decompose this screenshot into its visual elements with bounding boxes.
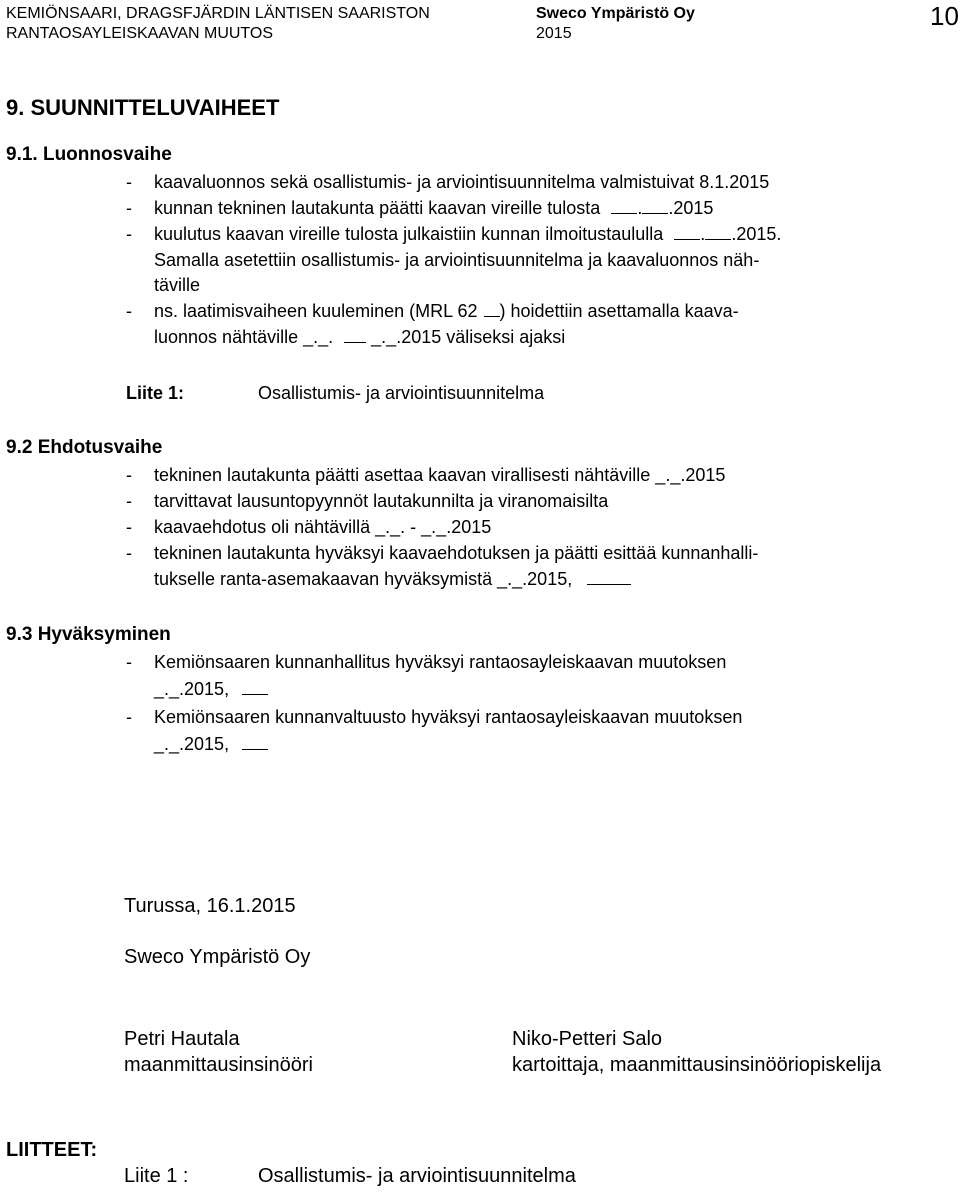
blank-field bbox=[242, 733, 268, 750]
subsection-title-9-2: 9.2 Ehdotusvaihe bbox=[6, 437, 163, 458]
blank-field bbox=[587, 568, 631, 585]
header-company: Sweco Ympäristö Oy bbox=[536, 5, 695, 22]
list-item: - Kemiönsaaren kunnanhallitus hyväksyi rantaosayleiskaavan muutoksen bbox=[126, 652, 727, 672]
header-year: 2015 bbox=[536, 25, 572, 42]
blank-field bbox=[484, 300, 500, 317]
list-9-2 bbox=[6, 464, 954, 594]
blank-field bbox=[705, 223, 731, 240]
list-9-3 bbox=[6, 651, 954, 761]
blank-field bbox=[642, 197, 668, 214]
list-item: - kunnan tekninen lautakunta päätti kaavan vireille tulosta . .2015 bbox=[126, 198, 714, 218]
list-item: - tekninen lautakunta hyväksyi kaavaehdotuksen ja päätti esittää kunnanhalli- bbox=[126, 543, 759, 563]
attachment-item-text: Osallistumis- ja arviointisuunnitelma bbox=[258, 1165, 576, 1187]
blank-field bbox=[611, 197, 637, 214]
header-left-line2: RANTAOSAYLEISKAAVAN MUUTOS bbox=[6, 25, 274, 42]
signer1-name: Petri Hautala bbox=[124, 1028, 240, 1050]
list-item: _._.2015, bbox=[6, 733, 954, 761]
blank-field bbox=[242, 678, 268, 695]
list-item: tukselle ranta-asemakaavan hyväksymistä _._.2015, bbox=[6, 568, 954, 594]
signer2-name: Niko-Petteri Salo bbox=[512, 1028, 663, 1050]
attachment-item-label: Liite 1 : bbox=[124, 1165, 189, 1187]
attachments-heading: LIITTEET: bbox=[6, 1139, 98, 1161]
closing-company: Sweco Ympäristö Oy bbox=[124, 946, 311, 968]
list-item: _._.2015, bbox=[6, 678, 954, 706]
section-title: 9. SUUNNITTELUVAIHEET bbox=[6, 95, 280, 120]
blank-field bbox=[344, 326, 366, 343]
signer2-title: kartoittaja, maanmittausinsinööriopiskelija bbox=[512, 1054, 882, 1076]
blank-field bbox=[674, 223, 700, 240]
list-9-1 bbox=[6, 171, 954, 352]
place-date: Turussa, 16.1.2015 bbox=[124, 895, 296, 917]
header-left-line1: KEMIÖNSAARI, DRAGSFJÄRDIN LÄNTISEN SAARISTON bbox=[6, 5, 430, 22]
attachment-label: Liite 1: bbox=[126, 383, 185, 403]
list-item: - tarvittavat lausuntopyynnöt lautakunnilta ja viranomaisilta bbox=[126, 491, 609, 511]
list-item: - kuulutus kaavan vireille tulosta julkaistiin kunnan ilmoitustaululla . .2015. bbox=[126, 224, 782, 244]
list-item: - tekninen lautakunta päätti asettaa kaavan virallisesti nähtäville _._.2015 bbox=[126, 465, 726, 485]
subsection-title-9-1: 9.1. Luonnosvaihe bbox=[6, 144, 172, 165]
list-item: - ns. laatimisvaiheen kuuleminen (MRL 62 ) hoidettiin asettamalla kaava- bbox=[126, 301, 739, 321]
list-item: Samalla asetettiin osallistumis- ja arviointisuunnitelma ja kaavaluonnos näh- bbox=[154, 250, 760, 270]
list-item: - kaavaluonnos sekä osallistumis- ja arviointisuunnitelma valmistuivat 8.1.2015 bbox=[126, 172, 770, 192]
attachment-text: Osallistumis- ja arviointisuunnitelma bbox=[258, 383, 545, 403]
list-item: luonnos nähtäville _._. _._.2015 väliseksi ajaksi bbox=[154, 327, 566, 347]
list-item: täville bbox=[154, 275, 201, 295]
list-item: - kaavaehdotus oli nähtävillä _._. - _._.2015 bbox=[126, 517, 492, 537]
signer1-title: maanmittausinsinööri bbox=[124, 1054, 313, 1076]
page-number: 10 bbox=[930, 1, 959, 31]
subsection-title-9-3: 9.3 Hyväksyminen bbox=[6, 624, 171, 645]
list-item: - Kemiönsaaren kunnanvaltuusto hyväksyi rantaosayleiskaavan muutoksen bbox=[126, 707, 743, 727]
